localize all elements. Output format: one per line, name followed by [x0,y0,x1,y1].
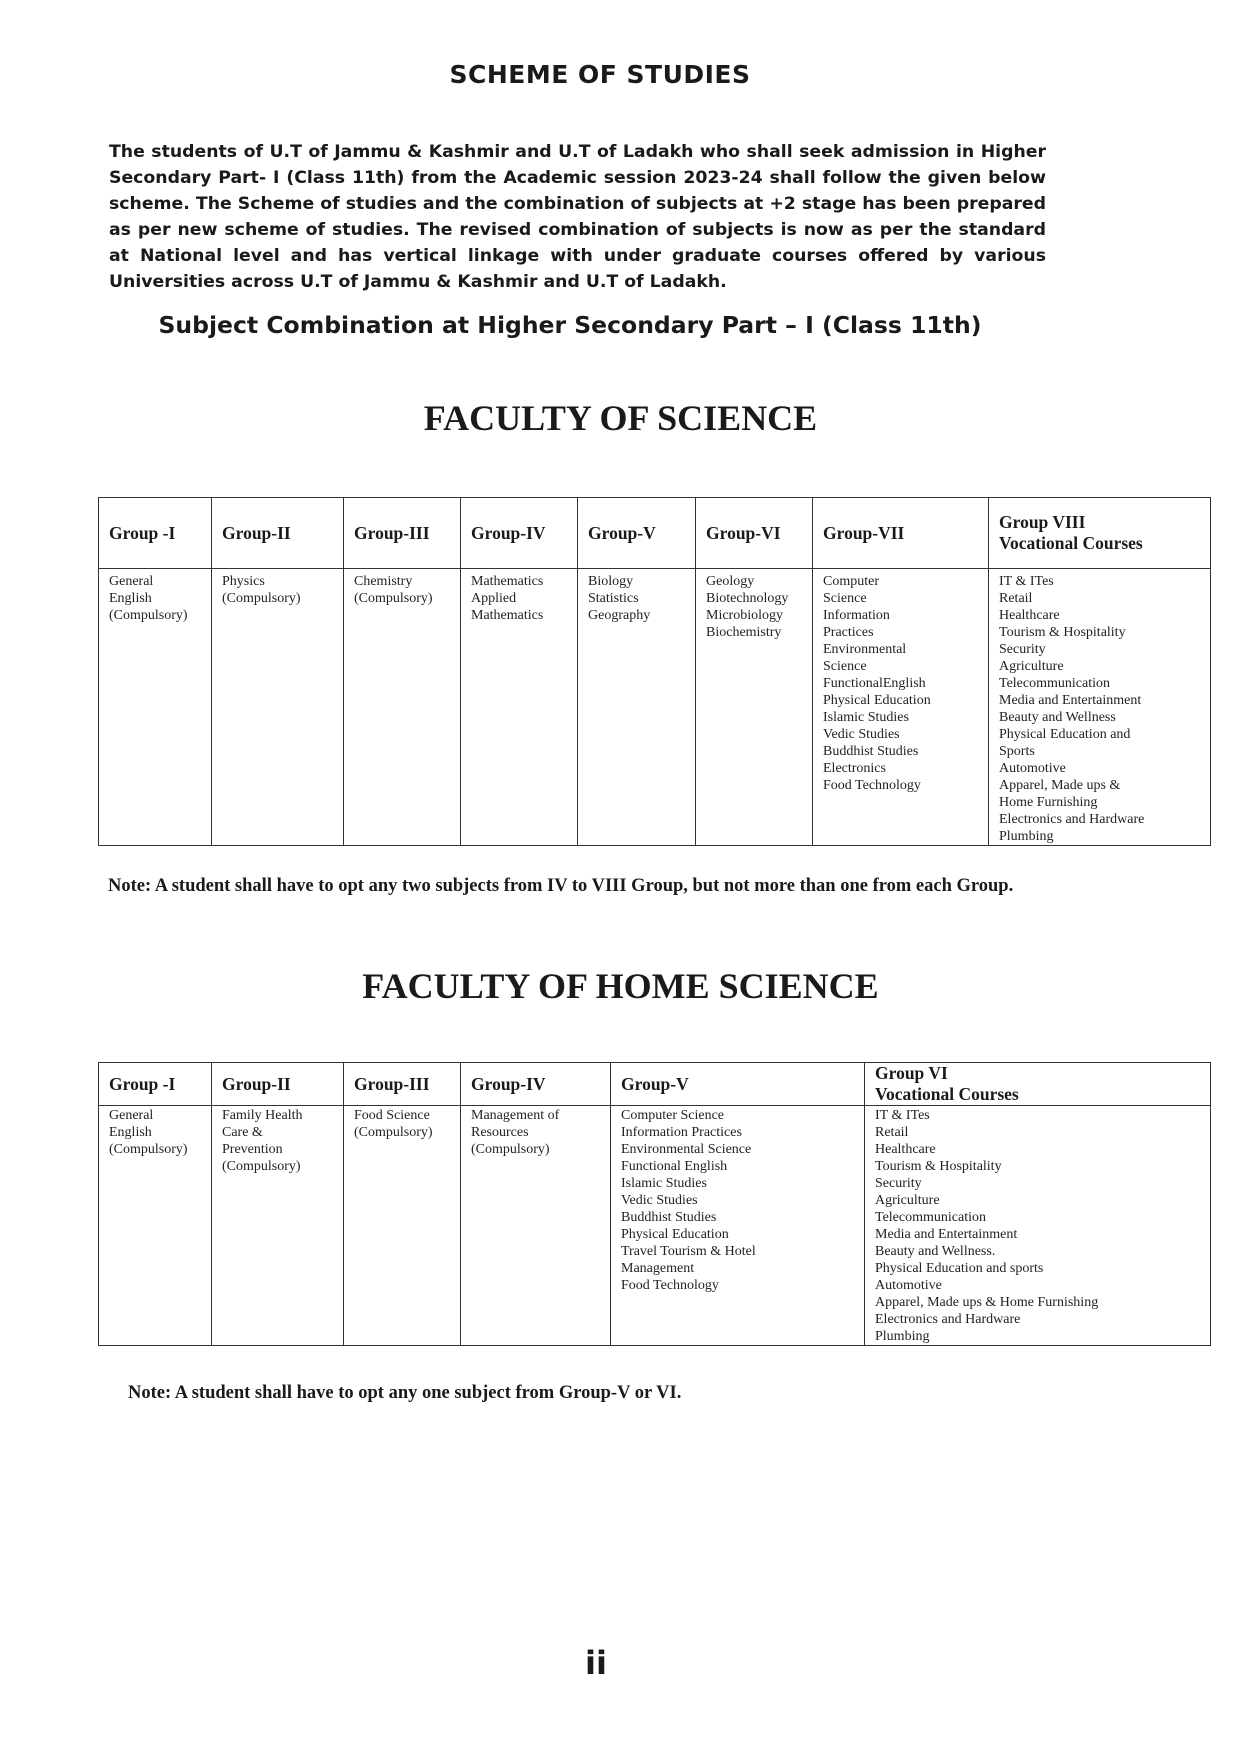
group-subjects-cell [578,569,696,846]
science-body-row [99,569,1211,846]
subject-item: Security [999,642,1046,657]
subject-item: Automotive [875,1278,942,1293]
group-subjects-cell [696,569,813,846]
subject-item: Biochemistry [706,625,782,640]
subject-item: Physical Education [823,693,931,708]
group-subjects-cell [344,1106,461,1346]
subject-item: FunctionalEnglish [823,676,926,691]
subject-item: (Compulsory) [222,1159,301,1174]
subject-item: English [109,591,152,606]
subject-item: Information Practices [621,1125,742,1140]
group-header [865,1063,1211,1106]
subject-item: Vedic Studies [621,1193,698,1208]
group-subjects-cell [212,569,344,846]
subject-item: Computer [823,574,879,589]
subject-item: IT & ITes [999,574,1054,589]
subject-item: Plumbing [999,829,1054,844]
subject-item: (Compulsory) [354,1125,433,1140]
subject-item: Science [823,591,867,606]
subject-item: Retail [875,1125,909,1140]
group-subjects-cell [212,1106,344,1346]
subject-item: General [109,1108,154,1123]
science-groups-table [98,497,1211,846]
group-header-label: Group-V [588,522,656,543]
subject-item: Information [823,608,890,623]
group-subjects-cell [611,1106,865,1346]
group-subjects-cell [813,569,989,846]
group-header-label: Group-III [354,1073,430,1094]
subject-item: Electronics and Hardware [875,1312,1021,1327]
group-header-label: Group-II [222,1073,291,1094]
subject-item: Resources [471,1125,529,1140]
group-header-label: Group-VII [823,522,905,543]
group-header [212,1063,344,1106]
subject-item: Food Technology [621,1278,719,1293]
group-header-label: Group-IV [471,522,546,543]
group-header [578,498,696,569]
faculty-of-home-science-title: FACULTY OF HOME SCIENCE [362,966,879,1006]
home-science-note: Note: A student shall have to opt any one subject from Group-V or VI. [128,1383,682,1403]
group-header [611,1063,865,1106]
subject-item: Microbiology [706,608,783,623]
subject-item: (Compulsory) [354,591,433,606]
group-subjects-cell [99,1106,212,1346]
science-header-row [99,498,1211,569]
subject-item: Family Health [222,1108,303,1123]
subject-item: Science [823,659,867,674]
group-header [212,498,344,569]
subject-item: Plumbing [875,1329,930,1344]
subject-item: Food Science [354,1108,430,1123]
subject-item: Biology [588,574,634,589]
subject-item: Apparel, Made ups & [999,778,1121,793]
subject-item: Statistics [588,591,639,606]
subject-item: Security [875,1176,922,1191]
group-header [99,1063,212,1106]
subject-item: General [109,574,154,589]
group-subjects-cell [865,1106,1211,1346]
document-title: SCHEME OF STUDIES [449,60,751,89]
subject-item: Tourism & Hospitality [875,1159,1002,1174]
subject-item: Prevention [222,1142,283,1157]
group-header-label: Group-IV [471,1073,546,1094]
subject-item: Telecommunication [999,676,1110,691]
subject-item: Islamic Studies [621,1176,707,1191]
home-science-header-row [99,1063,1211,1106]
group-header [99,498,212,569]
subject-item: Geography [588,608,651,623]
group-header-label: Group-II [222,522,291,543]
faculty-of-science-title: FACULTY OF SCIENCE [423,398,818,438]
subject-item: Management of [471,1108,560,1123]
group-header [344,498,461,569]
subject-item: (Compulsory) [471,1142,550,1157]
page-number: ii [585,1644,607,1682]
subject-item: IT & ITes [875,1108,930,1123]
subject-item: Chemistry [354,574,413,589]
group-subjects-cell [99,569,212,846]
science-note: Note: A student shall have to opt any two subjects from IV to VIII Group, but not more than one from each Group. [108,876,1014,896]
intro-paragraph: The students of U.T of Jammu & Kashmir and U.T of Ladakh who shall seek admission in Higher Secondary Part- I (Class 11th) from the Academic session 2023-24 shall follow the given below scheme. The Scheme of studies and the combination of subjects at +2 stage has been prepared as per new scheme of studies. The revised combination of subjects is now as per the standard at National level and has vertical linkage with under graduate courses offered by various Universities across U.T of Jammu & Kashmir and U.T of Ladakh. [109,142,1046,292]
group-header-label: Group -I [109,1073,176,1094]
subject-item: Beauty and Wellness [999,710,1116,725]
subject-item: Beauty and Wellness. [875,1244,996,1259]
group-header [813,498,989,569]
subject-item: Islamic Studies [823,710,909,725]
subject-item: Physics [222,574,265,589]
subject-item: (Compulsory) [109,1142,188,1157]
subject-item: Agriculture [999,659,1064,674]
subject-item: Media and Entertainment [999,693,1142,708]
group-header [344,1063,461,1106]
home-science-groups-table [98,1062,1211,1346]
group-header [461,1063,611,1106]
group-header-label: Group -I [109,522,176,543]
subject-item: Media and Entertainment [875,1227,1018,1242]
subject-item: Buddhist Studies [823,744,919,759]
subject-combination-heading: Subject Combination at Higher Secondary Part – I (Class 11th) [158,311,982,339]
group-header [461,498,578,569]
group-header [696,498,813,569]
subject-item: Electronics and Hardware [999,812,1145,827]
subject-item: Automotive [999,761,1066,776]
subject-item: Travel Tourism & Hotel [621,1244,756,1259]
subject-item: Buddhist Studies [621,1210,717,1225]
subject-item: (Compulsory) [222,591,301,606]
home-science-body-row [99,1106,1211,1346]
subject-item: Electronics [823,761,886,776]
group-header [989,498,1211,569]
subject-item: Physical Education and sports [875,1261,1044,1276]
subject-item: Applied [471,591,517,606]
group-header-label: Group-VI [706,522,781,543]
group-subjects-cell [989,569,1211,846]
subject-item: Care & [222,1125,263,1140]
subject-item: Tourism & Hospitality [999,625,1126,640]
subject-item: Environmental [823,642,907,657]
group-subjects-cell [461,1106,611,1346]
group-subjects-cell [344,569,461,846]
subject-item: Mathematics [471,574,544,589]
group-header-label: Group VIII [999,512,1086,532]
subject-item: Sports [999,744,1035,759]
subject-item: Mathematics [471,608,544,623]
subject-item: Telecommunication [875,1210,986,1225]
subject-item: Functional English [621,1159,728,1174]
subject-item: Practices [823,625,874,640]
group-header-sublabel: Vocational Courses [999,533,1143,553]
subject-item: Physical Education [621,1227,729,1242]
subject-item: Retail [999,591,1033,606]
subject-item: Healthcare [875,1142,936,1157]
group-header-sublabel: Vocational Courses [875,1084,1019,1104]
subject-item: (Compulsory) [109,608,188,623]
subject-item: Agriculture [875,1193,940,1208]
subject-item: Computer Science [621,1108,725,1123]
subject-item: Vedic Studies [823,727,900,742]
subject-item: Physical Education and [999,727,1131,742]
subject-item: Apparel, Made ups & Home Furnishing [875,1295,1099,1310]
group-header-label: Group VI [875,1063,948,1083]
group-header-label: Group-III [354,522,430,543]
subject-item: Environmental Science [621,1142,752,1157]
group-subjects-cell [461,569,578,846]
subject-item: Home Furnishing [999,795,1098,810]
subject-item: Food Technology [823,778,921,793]
subject-item: Geology [706,574,755,589]
group-header-label: Group-V [621,1073,689,1094]
subject-item: Management [621,1261,695,1276]
subject-item: Healthcare [999,608,1060,623]
subject-item: Biotechnology [706,591,789,606]
subject-item: English [109,1125,152,1140]
